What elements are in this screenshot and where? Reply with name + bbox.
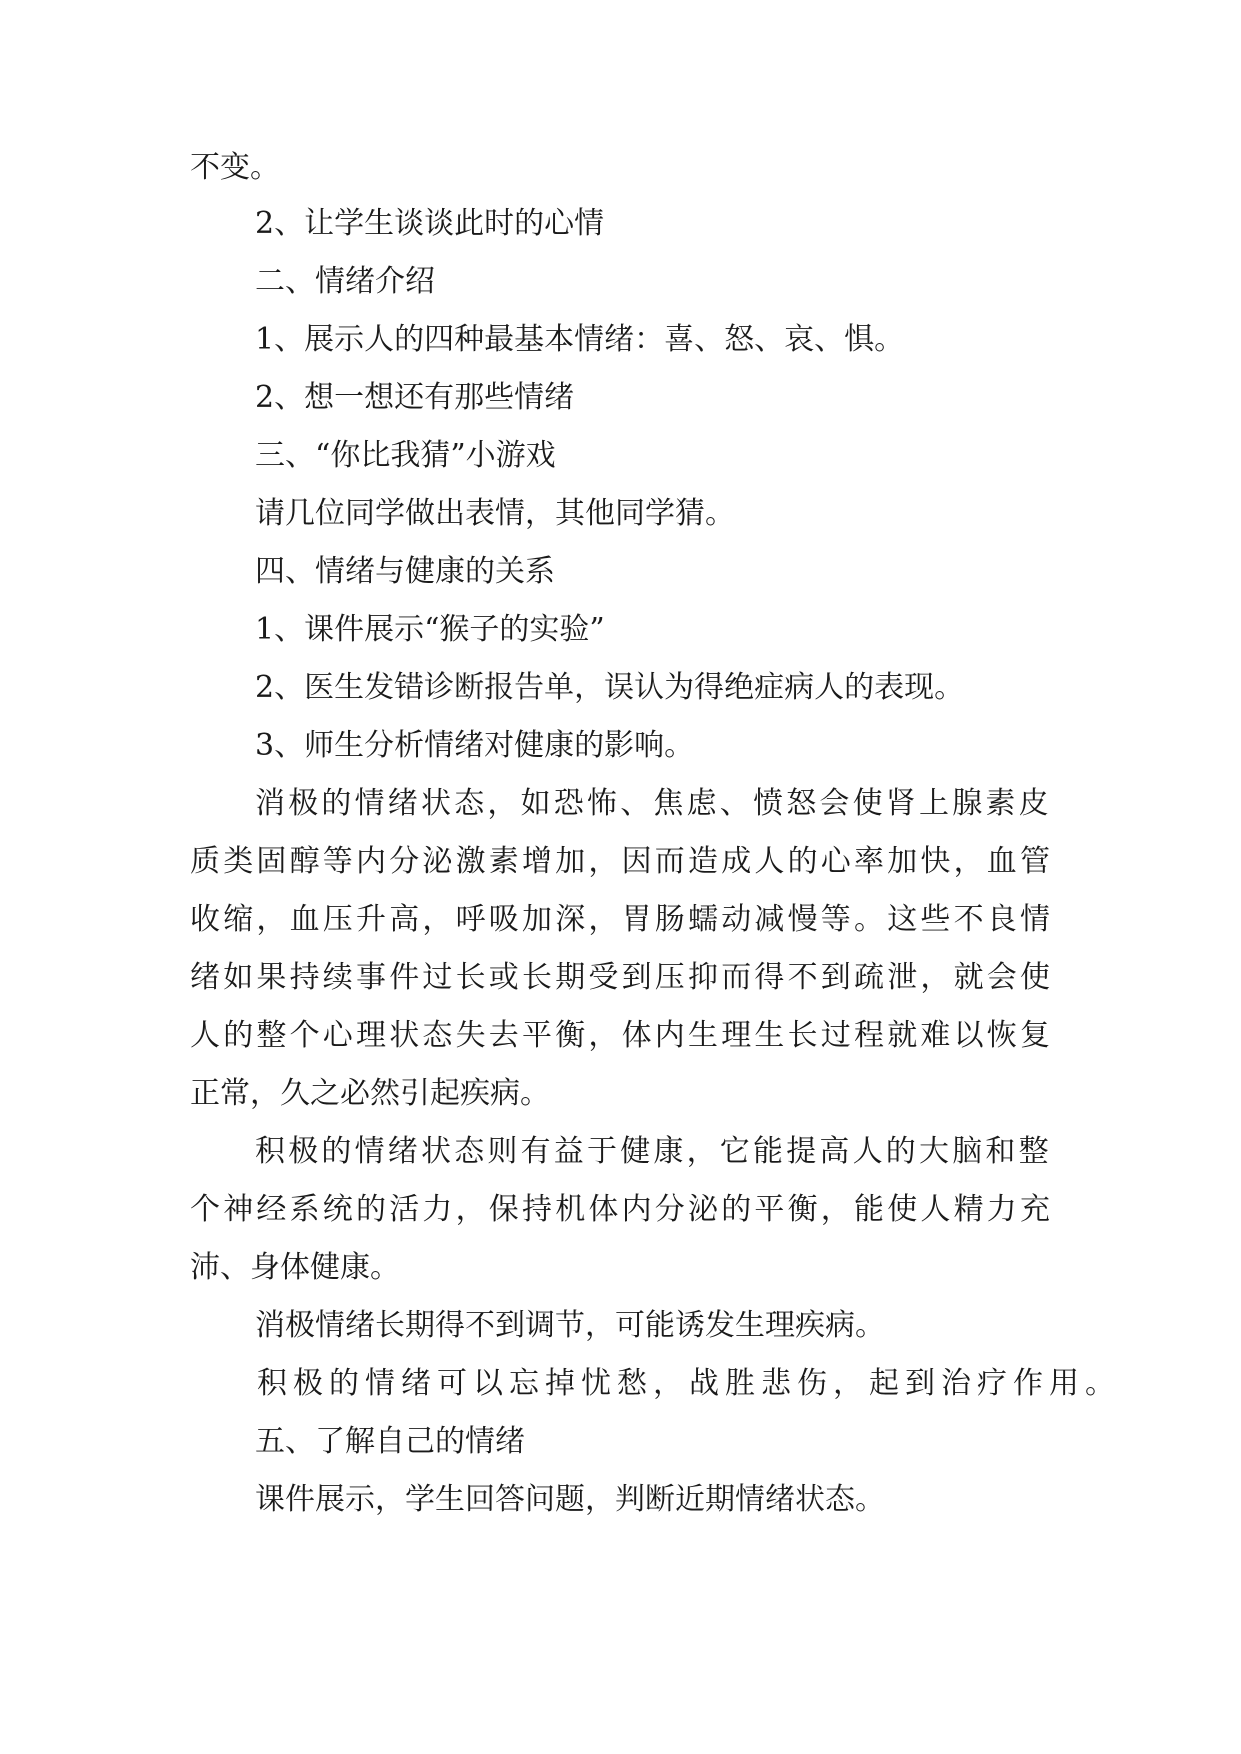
paragraph-2-line-2: 个神经系统的活力，保持机体内分泌的平衡，能使人精力充	[190, 1192, 1054, 1227]
text-line-24: 课件展示，学生回答问题，判断近期情绪状态。	[255, 1482, 885, 1517]
section-heading-4: 四、情绪与健康的关系	[255, 554, 555, 589]
text-line-1: 不变。	[190, 150, 280, 185]
text-line-11: 3、师生分析情绪对健康的影响。	[255, 728, 695, 763]
section-heading-2: 二、情绪介绍	[255, 264, 435, 299]
section-heading-3: 三、“你比我猜”小游戏	[255, 438, 556, 473]
paragraph-1-line-5: 人的整个心理状态失去平衡，体内生理生长过程就难以恢复	[190, 1018, 1054, 1053]
paragraph-2-line-1: 积极的情绪状态则有益于健康，它能提高人的大脑和整	[255, 1134, 1052, 1169]
text-line-22: 积极的情绪可以忘掉忧愁，战胜悲伤，起到治疗作用。	[257, 1366, 1121, 1401]
paragraph-2-line-3: 沛、身体健康。	[190, 1250, 400, 1285]
paragraph-1-line-4: 绪如果持续事件过长或长期受到压抑而得不到疏泄，就会使	[190, 960, 1054, 995]
paragraph-1-line-3: 收缩，血压升高，呼吸加深，胃肠蠕动减慢等。这些不良情	[190, 902, 1054, 937]
paragraph-1-line-2: 质类固醇等内分泌激素增加，因而造成人的心率加快，血管	[190, 844, 1054, 879]
text-line-5: 2、想一想还有那些情绪	[255, 380, 575, 415]
text-line-10: 2、医生发错诊断报告单，误认为得绝症病人的表现。	[255, 670, 965, 705]
text-line-9: 1、课件展示“猴子的实验”	[255, 612, 605, 647]
text-line-4: 1、展示人的四种最基本情绪：喜、怒、哀、惧。	[255, 322, 905, 357]
text-line-2: 2、让学生谈谈此时的心情	[255, 206, 605, 241]
paragraph-1-line-6: 正常，久之必然引起疾病。	[190, 1076, 550, 1111]
section-heading-5: 五、了解自己的情绪	[255, 1424, 525, 1459]
text-line-7: 请几位同学做出表情，其他同学猜。	[255, 496, 735, 531]
text-line-21: 消极情绪长期得不到调节，可能诱发生理疾病。	[255, 1308, 885, 1343]
paragraph-1-line-1: 消极的情绪状态，如恐怖、焦虑、愤怒会使肾上腺素皮	[255, 786, 1052, 821]
